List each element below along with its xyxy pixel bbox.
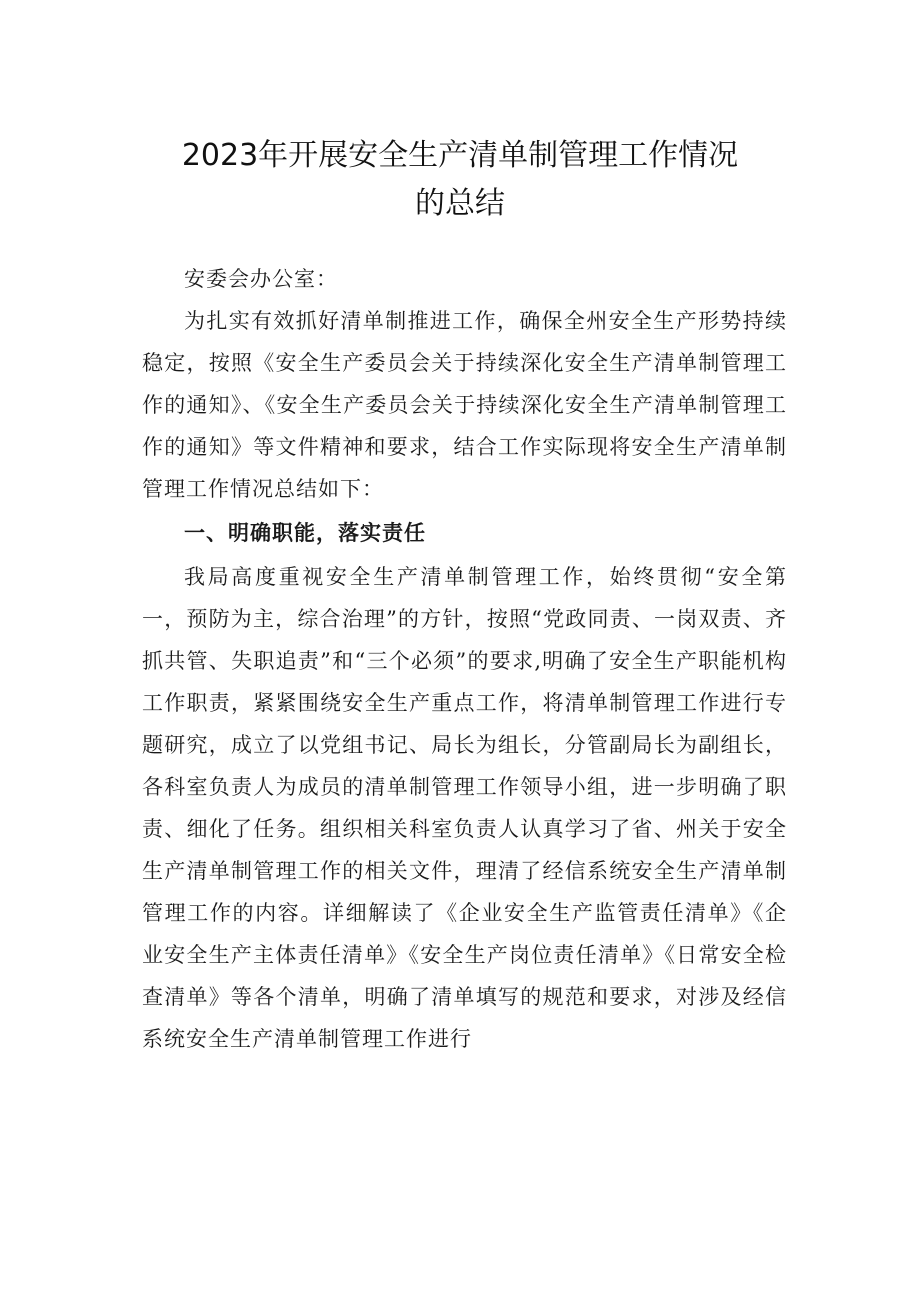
document-body xyxy=(142,258,787,1060)
title-line-2: 的总结 xyxy=(415,186,505,221)
salutation: 安委会办公室： xyxy=(184,267,338,291)
section-1-paragraph: 我局高度重视安全生产清单制管理工作，始终贯彻“安全第一，预防为主，综合治理”的方针，按照“党政同责、一岗双责、齐抓共管、失职追责”和“三个必须”的要求,明确了安全生产职能机构工作职责，紧紧围绕安全生产重点工作，将清单制管理工作进行专题研究，成立了以党组书记、局长为组长，分管副局长为副组长，各科室负责人为成员的清单制管理工作领导小组，进一步明确了职责、细化了任务。组织相关科室负责人认真学习了省、州关于安全生产清单制管理工作的相关文件，理清了经信系统安全生产清单制管理工作的内容。详细解读了《企业安全生产监管责任清单》《企业安全生产主体责任清单》《安全生产岗位责任清单》《日常安全检查清单》等各个清单，明确了清单填写的规范和要求，对涉及经信系统安全生产清单制管理工作进行 xyxy=(142,565,787,1051)
intro-paragraph: 为扎实有效抓好清单制推进工作，确保全州安全生产形势持续稳定，按照《安全生产委员会关于持续深化安全生产清单制管理工作的通知》、《安全生产委员会关于持续深化安全生产清单制管理工作的通知》等文件精神和要求，结合工作实际现将安全生产清单制管理工作情况总结如下： xyxy=(142,309,787,501)
title-line-1: 2023年开展安全生产清单制管理工作情况 xyxy=(181,138,739,173)
section-1-heading: 一、明确职能，落实责任 xyxy=(184,521,426,545)
document-title xyxy=(0,132,920,228)
